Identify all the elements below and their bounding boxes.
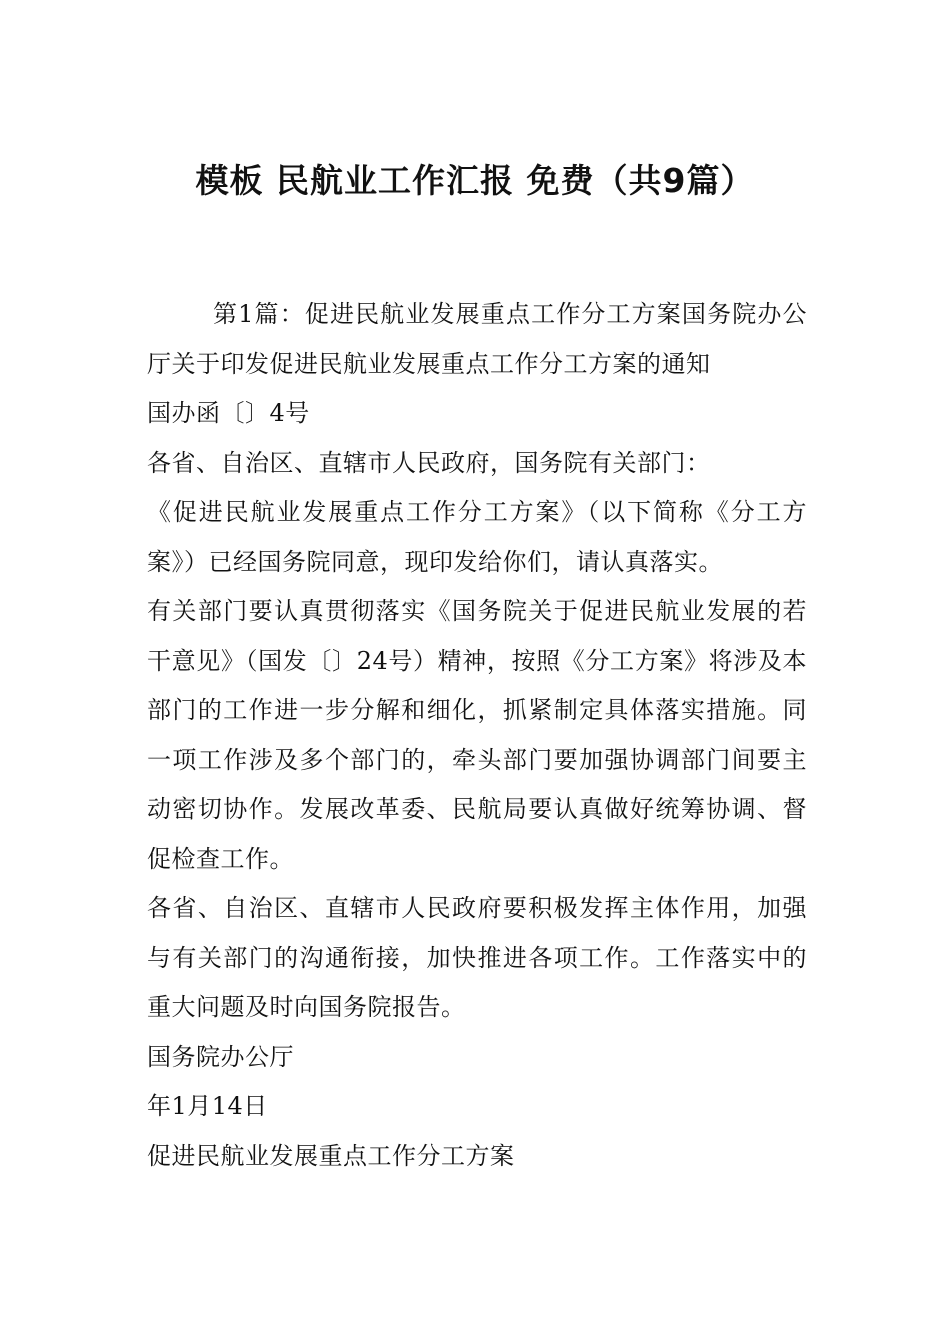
paragraph-departments: 有关部门要认真贯彻落实《国务院关于促进民航业发展的若干意见》（国发〔〕24号）精神，按照《分工方案》将涉及本部门的工作进一步分解和细化，抓紧制定具体落实措施。同一项工作涉及多个部门的，牵头部门要加强协调部门间要主动密切协作。发展改革委、民航局要认真做好统筹协调、督促检查工作。 bbox=[147, 597, 807, 873]
paragraph-issuer: 国务院办公厅 bbox=[147, 1042, 294, 1071]
document-title: 模板 民航业工作汇报 免费（共9篇） bbox=[195, 161, 755, 200]
paragraph-plan-heading: 促进民航业发展重点工作分工方案 bbox=[147, 1141, 515, 1170]
paragraph-addressee: 各省、自治区、直辖市人民政府，国务院有关部门： bbox=[147, 448, 711, 477]
paragraph-intro: 第1篇：促进民航业发展重点工作分工方案国务院办公厅关于印发促进民航业发展重点工作分工方案的通知 bbox=[147, 300, 807, 378]
document-body bbox=[147, 290, 807, 1181]
paragraph-notice: 《促进民航业发展重点工作分工方案》（以下简称《分工方案》）已经国务院同意，现印发给你们，请认真落实。 bbox=[147, 498, 807, 576]
paragraph-date: 年1月14日 bbox=[147, 1092, 268, 1120]
paragraph-document-number: 国办函〔〕4号 bbox=[147, 399, 310, 427]
paragraph-provinces: 各省、自治区、直辖市人民政府要积极发挥主体作用，加强与有关部门的沟通衔接，加快推进各项工作。工作落实中的重大问题及时向国务院报告。 bbox=[147, 894, 807, 1021]
